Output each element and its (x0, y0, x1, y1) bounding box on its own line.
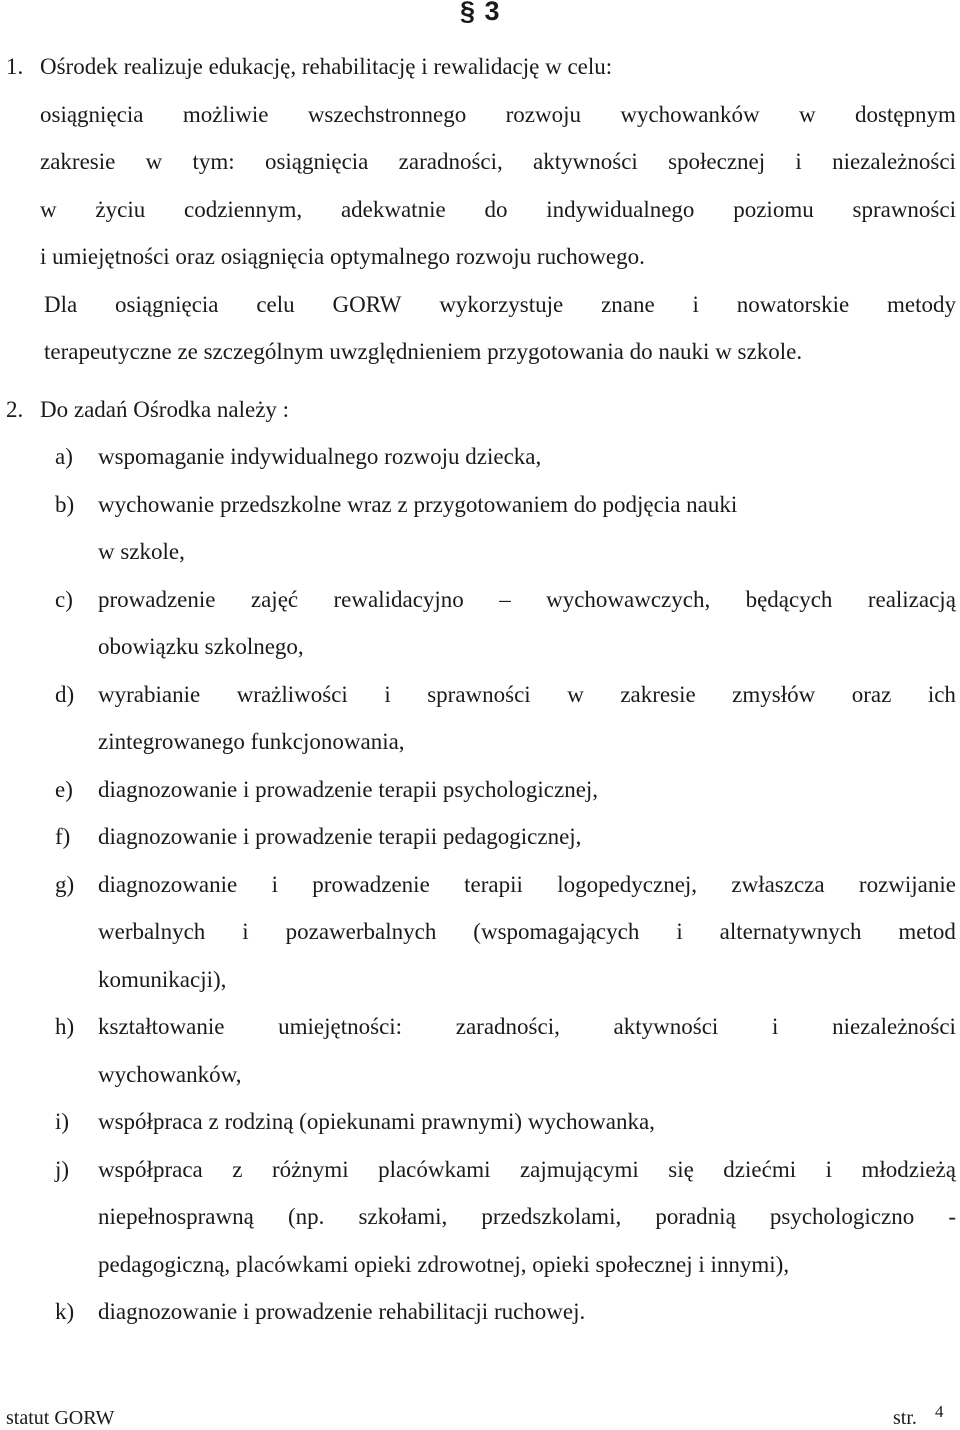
list-item-text: diagnozowanie i prowadzenie terapii pedagogicznej, (98, 824, 582, 849)
point-1-line: i umiejętności oraz osiągnięcia optymalnego rozwoju ruchowego. (40, 244, 645, 269)
list-item-label: c) (55, 587, 73, 612)
footer-page-label: str. (893, 1407, 917, 1429)
list-item-text: współpraca z różnymi placówkami zajmującymi się dziećmi i młodzieżą (98, 1157, 956, 1182)
list-item-label: d) (55, 682, 75, 707)
list-item-text: obowiązku szkolnego, (98, 634, 304, 659)
list-item-label: f) (55, 824, 71, 849)
section-heading: § 3 (460, 0, 501, 26)
list-item-label: h) (55, 1014, 75, 1039)
list-item-label: i) (55, 1109, 70, 1134)
list-item-text: komunikacji), (98, 967, 227, 992)
point-1-intro: Ośrodek realizuje edukację, rehabilitację i rewalidację w celu: (40, 54, 613, 79)
list-item-text: diagnozowanie i prowadzenie terapii psychologicznej, (98, 777, 599, 802)
list-item-label: g) (55, 872, 75, 897)
point-1-method-line: terapeutyczne ze szczególnym uwzględnieniem przygotowania do nauki w szkole. (44, 339, 803, 364)
footer-page-number: 4 (935, 1402, 944, 1421)
list-item-text: wychowanków, (98, 1062, 242, 1087)
point-1-line: zakresie w tym: osiągnięcia zaradności, aktywności społecznej i niezależności (40, 149, 956, 174)
list-item-label: a) (55, 444, 73, 469)
list-item-text: kształtowanie umiejętności: zaradności, aktywności i niezależności (98, 1014, 956, 1039)
point-2-number: 2. (6, 397, 24, 422)
list-item-label: b) (55, 492, 75, 517)
list-item-text: wychowanie przedszkolne wraz z przygotowaniem do podjęcia nauki (98, 492, 738, 517)
point-2-intro: Do zadań Ośrodka należy : (40, 397, 290, 422)
list-item-text: zintegrowanego funkcjonowania, (98, 729, 405, 754)
list-item-text: współpraca z rodziną (opiekunami prawnymi) wychowanka, (98, 1109, 655, 1134)
list-item-label: j) (55, 1157, 70, 1182)
point-1-line: w życiu codziennym, adekwatnie do indywidualnego poziomu sprawności (40, 197, 956, 222)
list-item-text: diagnozowanie i prowadzenie rehabilitacji ruchowej. (98, 1299, 586, 1324)
list-item-text: wyrabianie wrażliwości i sprawności w zakresie zmysłów oraz ich (98, 682, 956, 707)
list-item-text: niepełnosprawną (np. szkołami, przedszkolami, poradnią psychologiczno - (98, 1204, 956, 1229)
list-item-text: werbalnych i pozawerbalnych (wspomagających i alternatywnych metod (98, 919, 956, 944)
point-1-line: osiągnięcia możliwie wszechstronnego rozwoju wychowanków w dostępnym (40, 102, 956, 127)
footer-document-name: statut GORW (6, 1407, 115, 1429)
point-1-method-line: Dla osiągnięcia celu GORW wykorzystuje znane i nowatorskie metody (44, 292, 956, 317)
list-item-text: wspomaganie indywidualnego rozwoju dziecka, (98, 444, 542, 469)
list-item-label: e) (55, 777, 73, 802)
list-item-text: prowadzenie zajęć rewalidacyjno – wychowawczych, będących realizacją (98, 587, 956, 612)
list-item-text: diagnozowanie i prowadzenie terapii logopedycznej, zwłaszcza rozwijanie (98, 872, 956, 897)
list-item-text: pedagogiczną, placówkami opieki zdrowotnej, opieki społecznej i innymi), (98, 1252, 790, 1277)
list-item-label: k) (55, 1299, 75, 1324)
list-item-text: w szkole, (98, 539, 185, 564)
point-1-number: 1. (6, 54, 24, 79)
